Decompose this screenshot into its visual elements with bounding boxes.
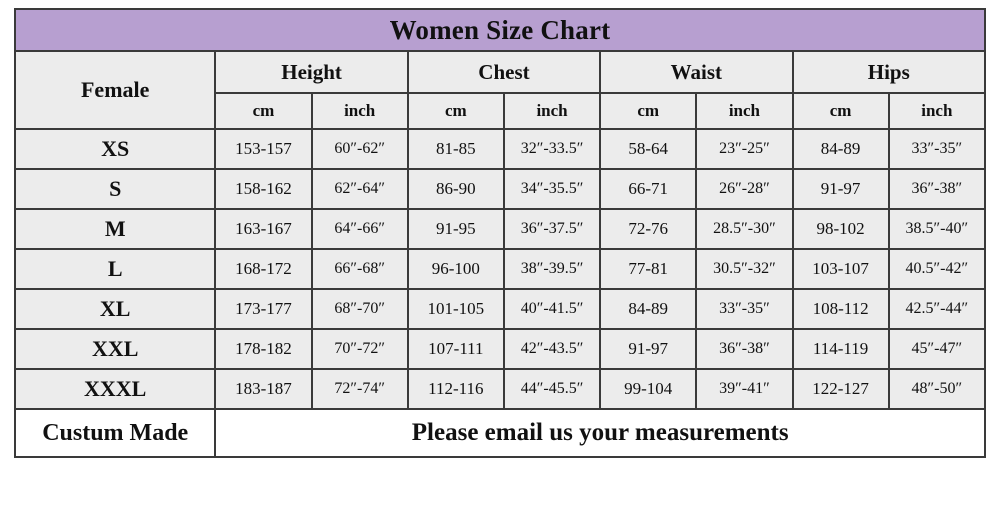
group-header-waist: Waist — [600, 51, 792, 93]
table-row — [15, 209, 985, 249]
cell-hips-inch: 33″-35″ — [889, 129, 985, 169]
custom-made-row — [15, 409, 985, 457]
cell-height-inch: 72″-74″ — [312, 369, 408, 409]
group-header-height: Height — [215, 51, 407, 93]
cell-chest-cm: 101-105 — [408, 289, 504, 329]
unit-header-waist-inch: inch — [696, 93, 792, 129]
cell-height-inch: 62″-64″ — [312, 169, 408, 209]
cell-chest-cm: 96-100 — [408, 249, 504, 289]
cell-hips-cm: 103-107 — [793, 249, 889, 289]
cell-hips-cm: 84-89 — [793, 129, 889, 169]
cell-chest-cm: 91-95 — [408, 209, 504, 249]
cell-waist-inch: 28.5″-30″ — [696, 209, 792, 249]
cell-chest-cm: 112-116 — [408, 369, 504, 409]
unit-header-chest-inch: inch — [504, 93, 600, 129]
cell-waist-inch: 30.5″-32″ — [696, 249, 792, 289]
cell-height-inch: 68″-70″ — [312, 289, 408, 329]
cell-hips-cm: 114-119 — [793, 329, 889, 369]
cell-chest-inch: 44″-45.5″ — [504, 369, 600, 409]
custom-made-message: Please email us your measurements — [215, 409, 985, 457]
cell-height-cm: 153-157 — [215, 129, 311, 169]
size-chart-container — [0, 8, 1000, 506]
cell-hips-cm: 98-102 — [793, 209, 889, 249]
cell-chest-cm: 86-90 — [408, 169, 504, 209]
size-label: L — [15, 249, 215, 289]
cell-hips-inch: 36″-38″ — [889, 169, 985, 209]
row-label-female: Female — [15, 51, 215, 129]
cell-waist-inch: 26″-28″ — [696, 169, 792, 209]
cell-height-inch: 60″-62″ — [312, 129, 408, 169]
size-label: XS — [15, 129, 215, 169]
cell-hips-cm: 122-127 — [793, 369, 889, 409]
cell-height-cm: 168-172 — [215, 249, 311, 289]
group-header-chest: Chest — [408, 51, 600, 93]
table-row — [15, 329, 985, 369]
cell-height-inch: 64″-66″ — [312, 209, 408, 249]
cell-chest-cm: 81-85 — [408, 129, 504, 169]
table-row — [15, 369, 985, 409]
cell-waist-inch: 39″-41″ — [696, 369, 792, 409]
women-size-chart-table — [14, 8, 986, 458]
size-label: XXL — [15, 329, 215, 369]
cell-waist-cm: 91-97 — [600, 329, 696, 369]
unit-header-hips-cm: cm — [793, 93, 889, 129]
cell-waist-cm: 84-89 — [600, 289, 696, 329]
cell-height-inch: 66″-68″ — [312, 249, 408, 289]
cell-chest-inch: 42″-43.5″ — [504, 329, 600, 369]
cell-height-cm: 178-182 — [215, 329, 311, 369]
cell-waist-cm: 66-71 — [600, 169, 696, 209]
cell-chest-inch: 32″-33.5″ — [504, 129, 600, 169]
table-row — [15, 169, 985, 209]
size-label: XXXL — [15, 369, 215, 409]
cell-height-cm: 183-187 — [215, 369, 311, 409]
custom-made-label: Custum Made — [15, 409, 215, 457]
cell-hips-inch: 45″-47″ — [889, 329, 985, 369]
cell-waist-cm: 77-81 — [600, 249, 696, 289]
unit-header-chest-cm: cm — [408, 93, 504, 129]
group-header-row — [15, 51, 985, 93]
unit-header-height-cm: cm — [215, 93, 311, 129]
size-label: XL — [15, 289, 215, 329]
cell-hips-cm: 108-112 — [793, 289, 889, 329]
cell-hips-inch: 48″-50″ — [889, 369, 985, 409]
page-title: Women Size Chart — [15, 9, 985, 51]
cell-waist-cm: 72-76 — [600, 209, 696, 249]
cell-height-cm: 163-167 — [215, 209, 311, 249]
cell-height-inch: 70″-72″ — [312, 329, 408, 369]
unit-header-waist-cm: cm — [600, 93, 696, 129]
unit-header-height-inch: inch — [312, 93, 408, 129]
cell-waist-inch: 36″-38″ — [696, 329, 792, 369]
size-label: S — [15, 169, 215, 209]
cell-waist-inch: 23″-25″ — [696, 129, 792, 169]
cell-height-cm: 173-177 — [215, 289, 311, 329]
cell-waist-cm: 58-64 — [600, 129, 696, 169]
cell-chest-inch: 36″-37.5″ — [504, 209, 600, 249]
cell-hips-inch: 40.5″-42″ — [889, 249, 985, 289]
cell-hips-inch: 38.5″-40″ — [889, 209, 985, 249]
cell-waist-inch: 33″-35″ — [696, 289, 792, 329]
table-row — [15, 289, 985, 329]
unit-header-hips-inch: inch — [889, 93, 985, 129]
group-header-hips: Hips — [793, 51, 985, 93]
cell-hips-cm: 91-97 — [793, 169, 889, 209]
size-label: M — [15, 209, 215, 249]
cell-chest-inch: 38″-39.5″ — [504, 249, 600, 289]
cell-chest-inch: 34″-35.5″ — [504, 169, 600, 209]
cell-chest-cm: 107-111 — [408, 329, 504, 369]
table-row — [15, 249, 985, 289]
cell-height-cm: 158-162 — [215, 169, 311, 209]
cell-hips-inch: 42.5″-44″ — [889, 289, 985, 329]
cell-chest-inch: 40″-41.5″ — [504, 289, 600, 329]
title-row — [15, 9, 985, 51]
cell-waist-cm: 99-104 — [600, 369, 696, 409]
table-row — [15, 129, 985, 169]
